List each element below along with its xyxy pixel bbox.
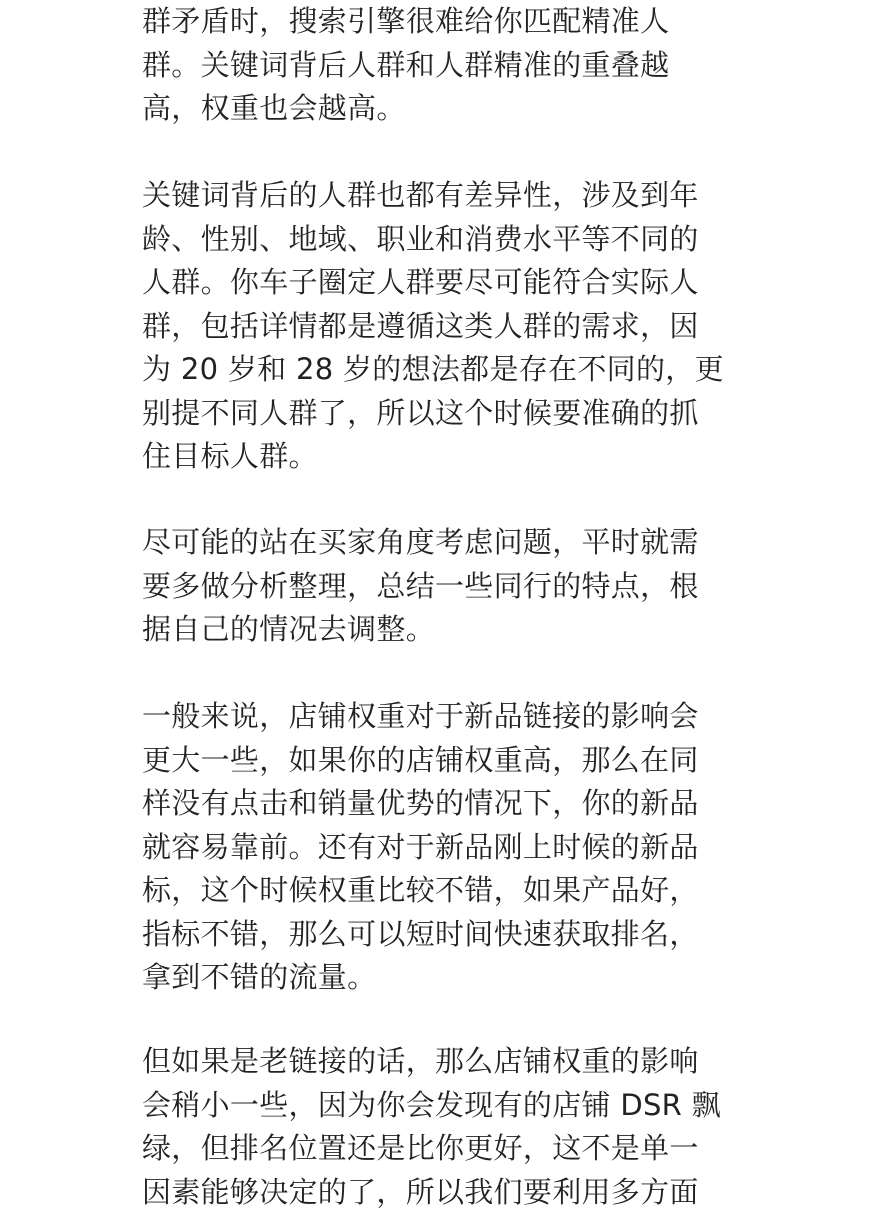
text-line: 为 20 岁和 28 岁的想法都是存在不同的，更 (142, 348, 724, 392)
paragraph-5 (142, 1040, 721, 1214)
paragraph-1 (142, 0, 669, 131)
text-line: 一般来说，店铺权重对于新品链接的影响会 (142, 695, 699, 739)
text-line: 高，权重也会越高。 (142, 87, 669, 131)
text-line: 会稍小一些，因为你会发现有的店铺 DSR 飘 (142, 1084, 721, 1128)
text-line: 人群。你车子圈定人群要尽可能符合实际人 (142, 261, 724, 305)
text-line: 据自己的情况去调整。 (142, 608, 699, 652)
text-line: 指标不错，那么可以短时间快速获取排名， (142, 913, 699, 957)
text-line: 因素能够决定的了，所以我们要利用多方面 (142, 1171, 721, 1214)
text-line: 绿，但排名位置还是比你更好，这不是单一 (142, 1127, 721, 1171)
text-line: 群。关键词背后人群和人群精准的重叠越 (142, 44, 669, 88)
text-line: 群，包括详情都是遵循这类人群的需求，因 (142, 305, 724, 349)
text-line: 更大一些，如果你的店铺权重高，那么在同 (142, 739, 699, 783)
text-line: 群矛盾时，搜索引擎很难给你匹配精准人 (142, 0, 669, 44)
text-line: 尽可能的站在买家角度考虑问题，平时就需 (142, 521, 699, 565)
text-line: 别提不同人群了，所以这个时候要准确的抓 (142, 392, 724, 436)
paragraph-3 (142, 521, 699, 652)
text-line: 就容易靠前。还有对于新品刚上时候的新品 (142, 826, 699, 870)
text-line: 要多做分析整理，总结一些同行的特点，根 (142, 565, 699, 609)
text-line: 但如果是老链接的话，那么店铺权重的影响 (142, 1040, 721, 1084)
paragraph-4 (142, 695, 699, 1000)
text-line: 样没有点击和销量优势的情况下，你的新品 (142, 782, 699, 826)
text-line: 关键词背后的人群也都有差异性，涉及到年 (142, 174, 724, 218)
text-line: 拿到不错的流量。 (142, 956, 699, 1000)
text-line: 住目标人群。 (142, 435, 724, 479)
paragraph-2 (142, 174, 724, 479)
text-line: 龄、性别、地域、职业和消费水平等不同的 (142, 218, 724, 262)
text-line: 标，这个时候权重比较不错，如果产品好， (142, 869, 699, 913)
